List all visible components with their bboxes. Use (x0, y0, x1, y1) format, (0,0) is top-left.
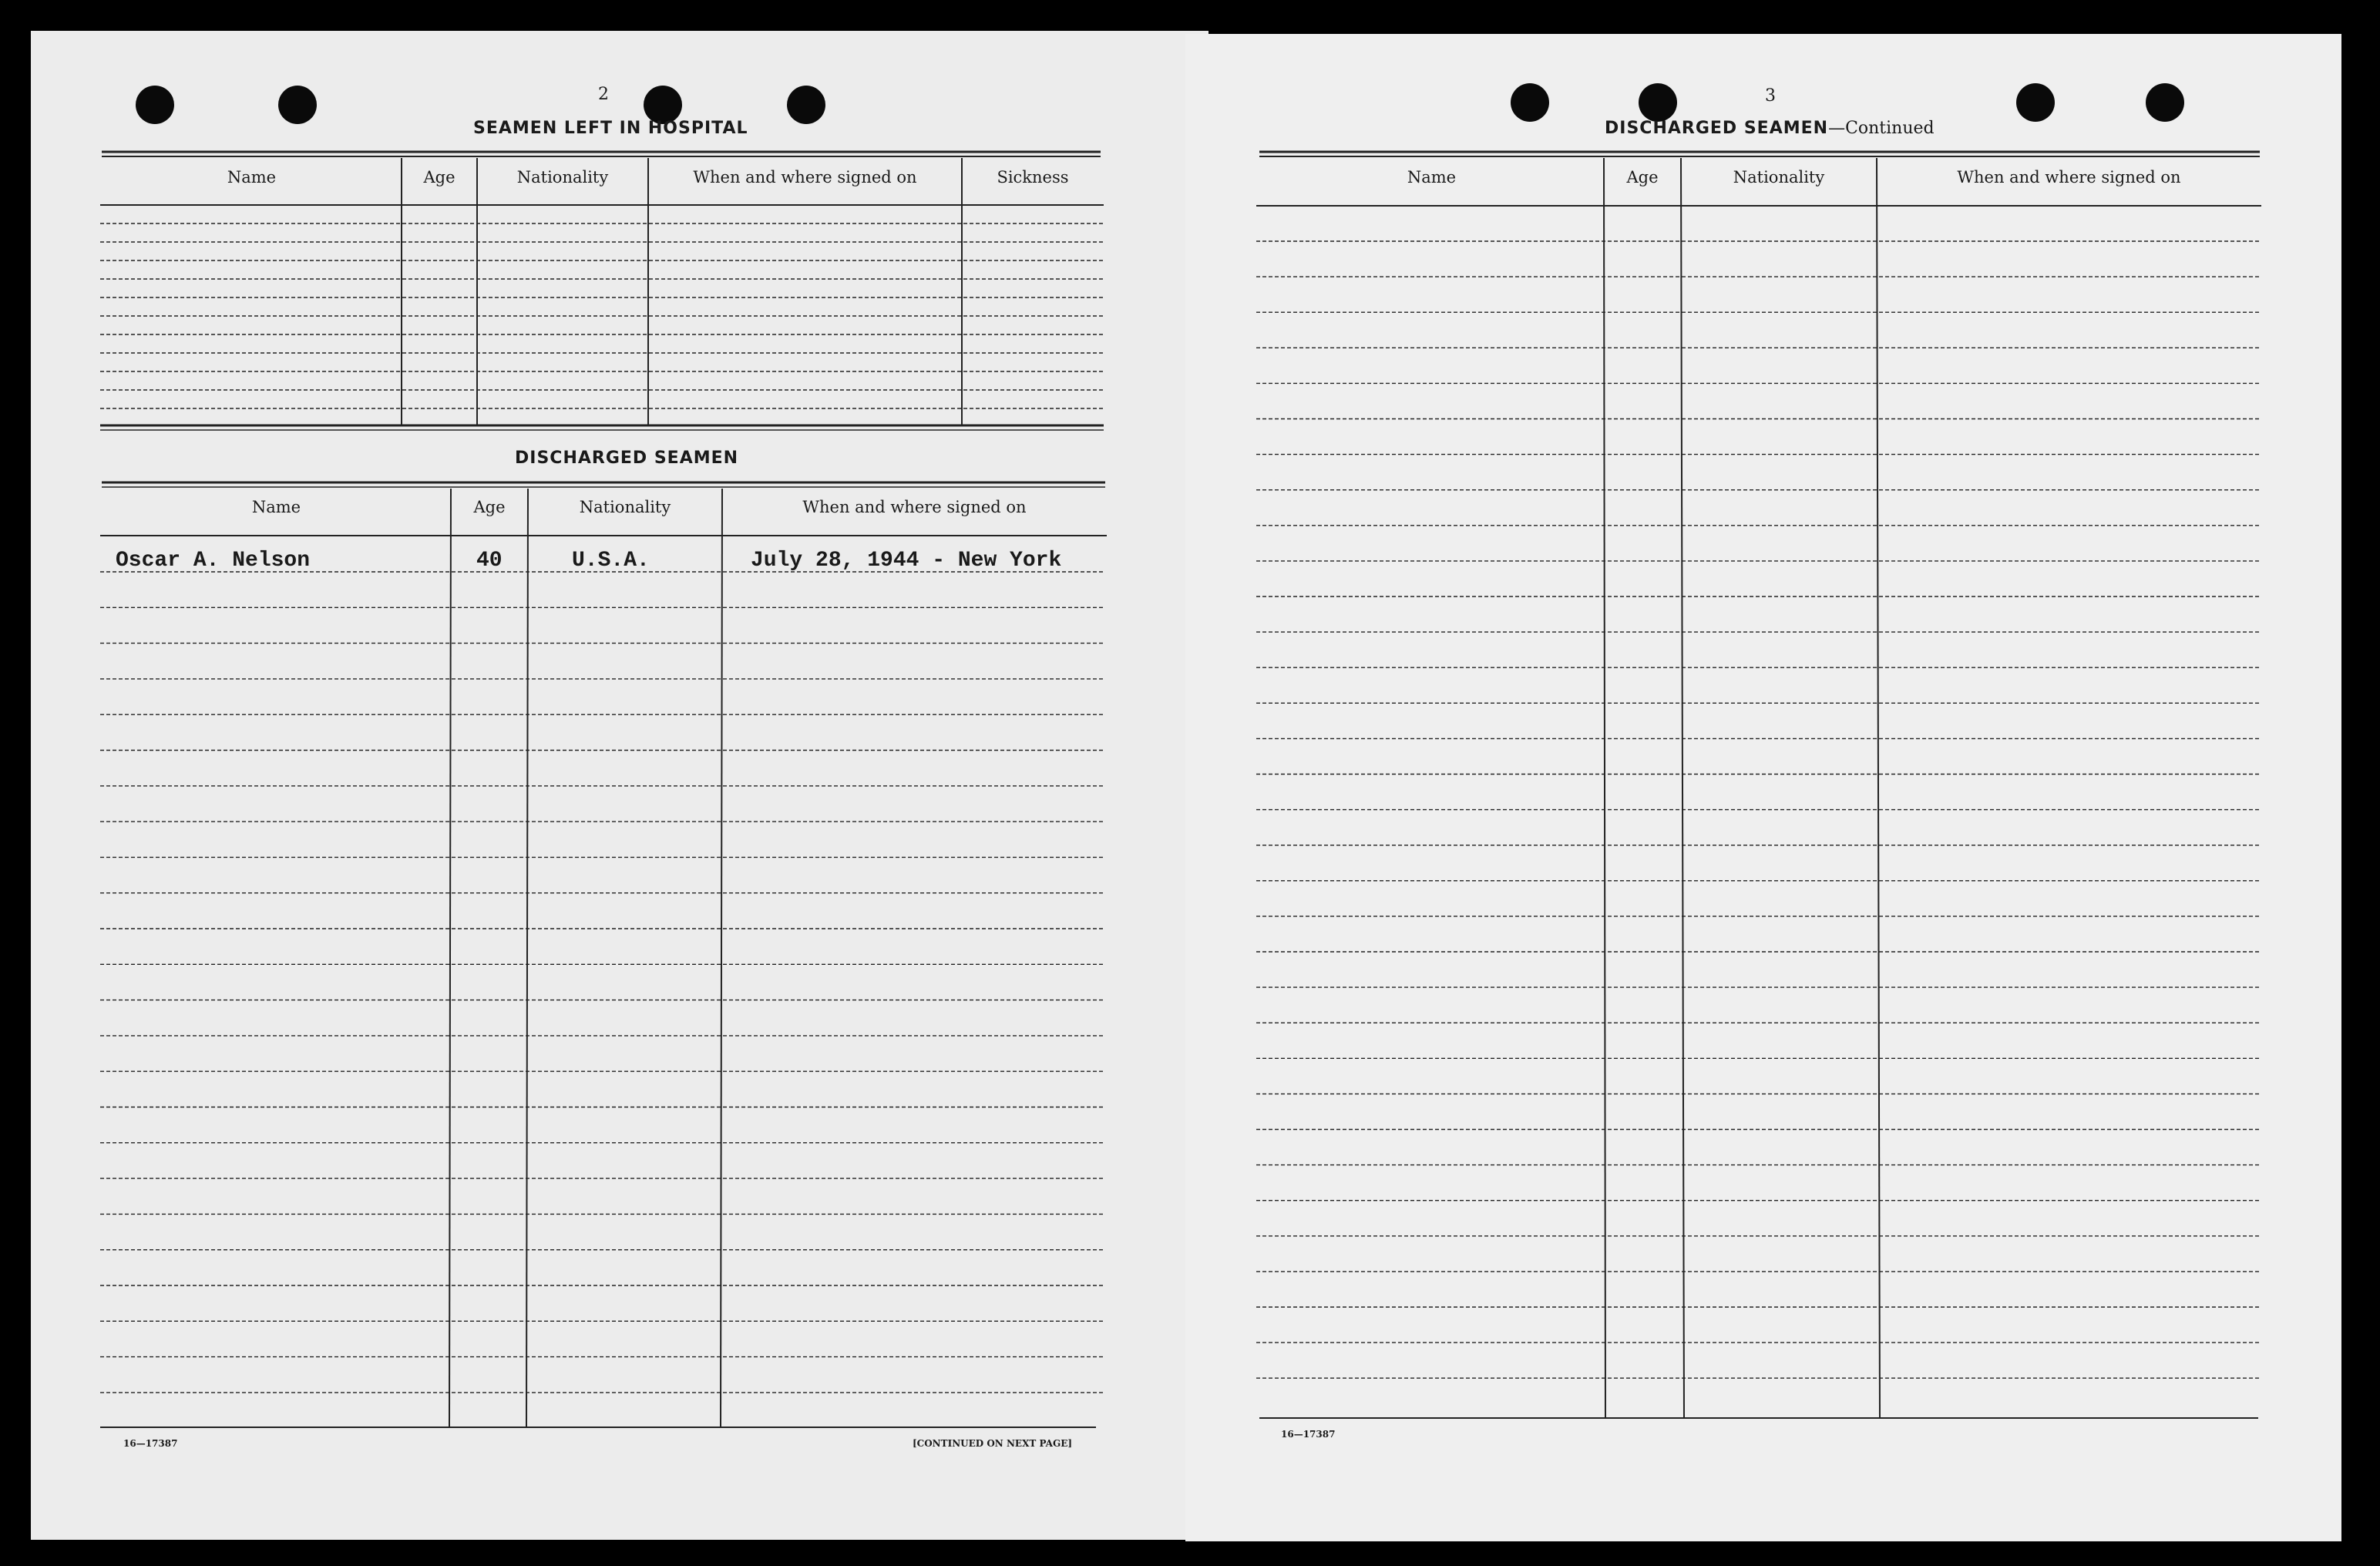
right-title-text: DISCHARGED SEAMEN (1605, 119, 1829, 138)
right-title-suffix: —Continued (1828, 119, 1935, 138)
hospital-col-sickness: Sickness (997, 168, 1069, 187)
discharged-col-nationality: Nationality (579, 498, 671, 516)
discharged-col-name: Name (251, 498, 301, 516)
form-number: 16—17387 (1281, 1429, 1336, 1440)
discharged-section-title: DISCHARGED SEAMEN (515, 449, 739, 468)
seaman-name: Oscar A. Nelson (116, 549, 311, 573)
right-col-signed-on: When and where signed on (1957, 168, 2181, 187)
hospital-col-name: Name (227, 168, 277, 187)
seaman-nationality: U.S.A. (572, 549, 650, 573)
discharged-col-age: Age (473, 498, 506, 516)
right-col-age: Age (1626, 168, 1659, 187)
continued-note: [CONTINUED ON NEXT PAGE] (913, 1438, 1073, 1449)
hospital-col-age: Age (423, 168, 455, 187)
right-col-name: Name (1407, 168, 1457, 187)
right-col-nationality: Nationality (1733, 168, 1825, 187)
form-number: 16—17387 (123, 1438, 178, 1449)
seaman-age: 40 (476, 549, 503, 573)
discharged-col-signed-on: When and where signed on (802, 498, 1027, 516)
page-number: 2 (598, 85, 609, 104)
hospital-col-nationality: Nationality (516, 168, 609, 187)
hospital-section-title: SEAMEN LEFT IN HOSPITAL (473, 119, 748, 138)
seaman-signed-on: July 28, 1944 - New York (751, 549, 1062, 573)
hospital-col-signed-on: When and where signed on (693, 168, 917, 187)
page-number: 3 (1765, 86, 1776, 106)
right-section-title (1605, 119, 1935, 138)
